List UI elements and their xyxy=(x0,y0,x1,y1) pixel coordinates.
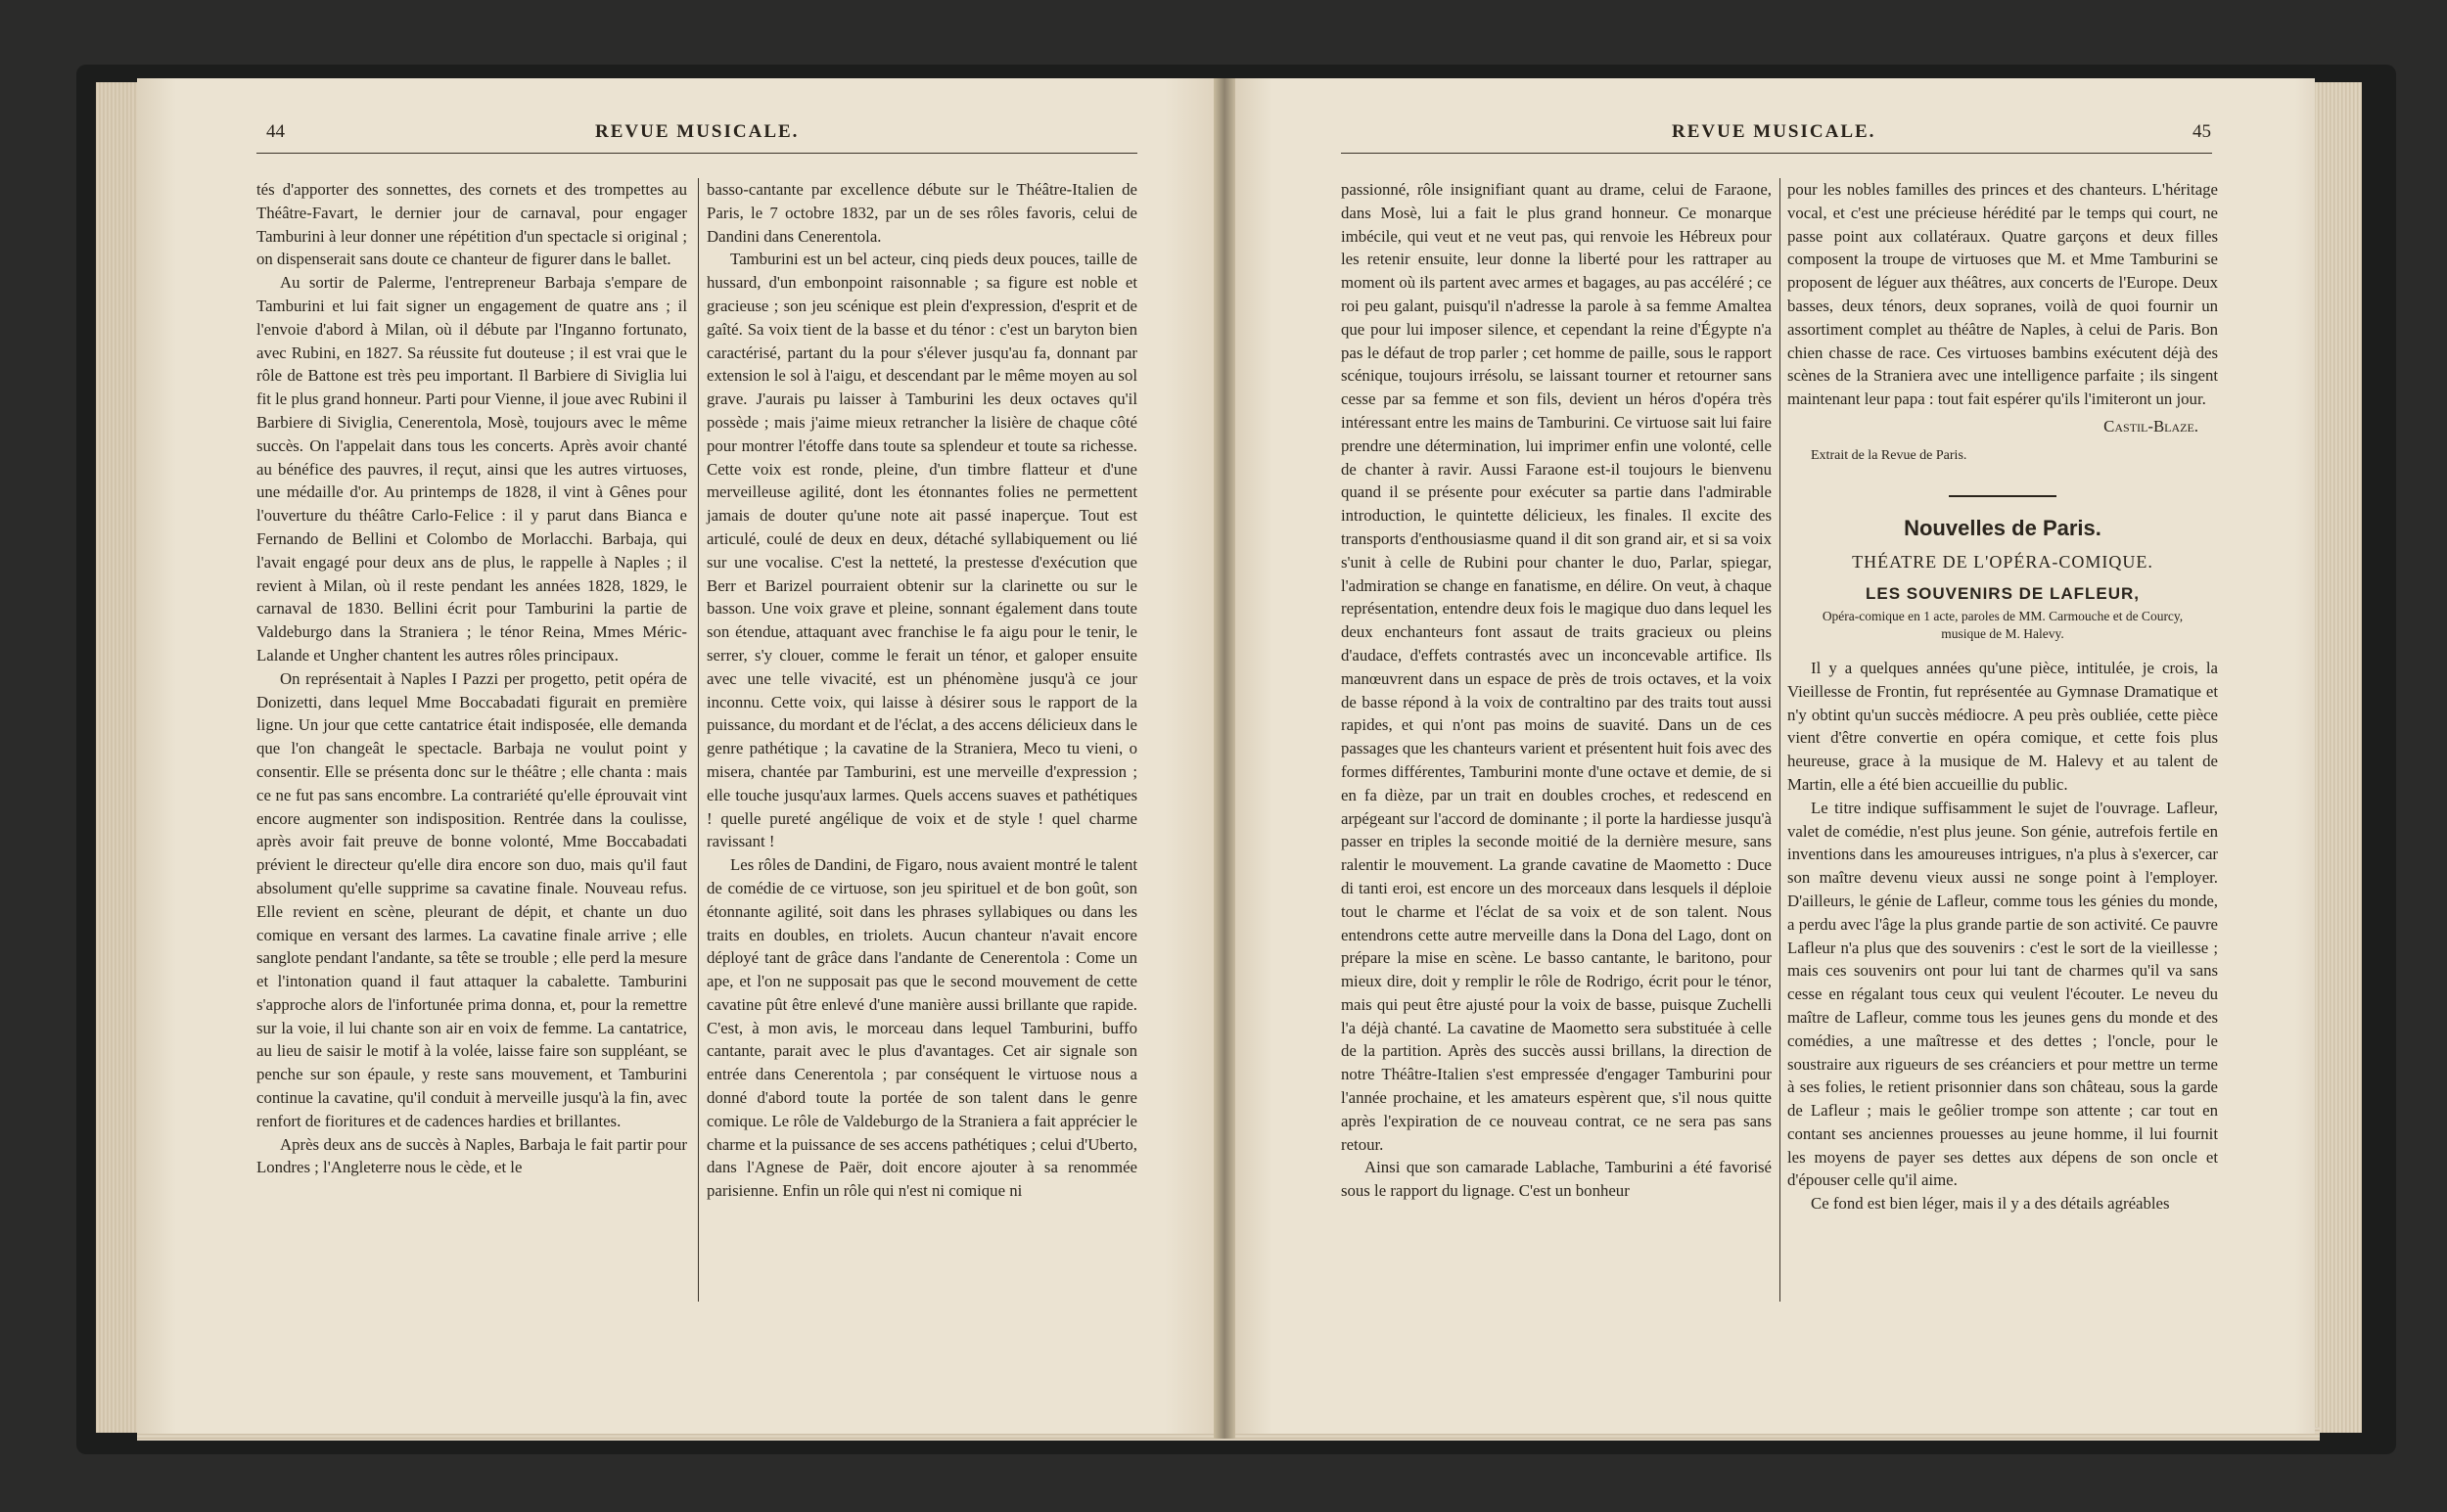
piece-title: LES SOUVENIRS DE LAFLEUR, xyxy=(1865,584,2141,604)
right-column-1 xyxy=(1341,178,1772,1203)
column-divider-left xyxy=(698,178,699,1302)
paragraph: basso-cantante par excellence débute sur le Théâtre-Italien de Paris, le 7 octobre 1832, par un de ses rôles favoris, celui de Dandini dans Cenerentola. xyxy=(707,180,1137,246)
right-column-2 xyxy=(1787,178,2218,1215)
paragraph: On représentait à Naples I Pazzi per progetto, petit opéra de Donizetti, dans lequel Mme Boccabadati figurait en première ligne. Un jour que cette cantatrice était indisposée, elle demanda que l'on changeât le spectacle. Barbaja ne voulut point y consentir. Elle se présenta donc sur le théâtre ; elle chanta : mais ce ne fut pas sans encombre. La contrariété qu'elle éprouvait vint encore augmenter son indisposition. Rentrée dans la coulisse, après avoir fait preuve de bonne volonté, Mme Boccabadati prévient le directeur qu'elle dira encore son duo, mais qu'il faut absolument qu'elle supprime sa cavatine finale. Nouveau refus. Elle revient en scène, pleurant de dépit, et chante un duo comique en versant des larmes. La cavatine finale arrive ; elle sanglote pendant l'andante, sa tête se trouble ; elle perd la mesure et l'intonation quand il faut attaquer la cabalette. Tamburini s'approche alors de l'infortunée prima donna, et, pour la remettre sur la voie, il lui chante son air en voix de femme. La cantatrice, au lieu de saisir le motif à la volée, laisse faire son suppléant, se penche sur son épaule, y reste sans mouvement, et Tamburini continue la cavatine, qu'il conduit à merveille jusqu'à la fin, avec renfort de fioritures et de cadences hardies et brillantes. xyxy=(256,668,687,1130)
paragraph: Le titre indique suffisamment le sujet de l'ouvrage. Lafleur, valet de comédie, n'est plus jeune. Son génie, autrefois fertile en inventions dans les amoureuses intrigues, n'a plus à s'exercer, car son maître devenu vieux aussi ne songe point à l'employer. D'ailleurs, le génie de Lafleur, comme tous les génies du monde, a perdu avec l'âge la plus grande partie de son activité. Ce pauvre Lafleur n'a plus que des souvenirs : c'est le sort de la vieillesse ; mais ces souvenirs ont pour lui tant de charmes qu'il va sans cesse en régalant tous ceux qui veulent l'écouter. Le neveu du maître de Lafleur, comme tous les jeunes gens du monde et des comédies, a une maîtresse et des dettes ; l'oncle, pour le soustraire aux rigueurs de ses créanciers et pour mettre un terme à ses folies, le retient prisonnier dans son château, sous la garde de Lafleur ; mais le geôlier trompe son attente ; car tout en contant ses anciennes prouesses au jeune homme, il lui fournit les moyens de payer ses dettes aux dépens de son oncle et d'épouser celle qu'il aime. xyxy=(1787,798,2218,1190)
author-signature: Castil-Blaze. xyxy=(2103,416,2198,435)
page-edges-right xyxy=(2315,82,2362,1433)
section-heading: Nouvelles de Paris. xyxy=(1904,515,2101,540)
paragraph: Tamburini est un bel acteur, cinq pieds deux pouces, taille de hussard, d'un embonpoint raisonnable ; sa figure est noble et gracieuse ; son jeu scénique est plein d'expression, d'esprit et de gaîté. Sa voix tient de la basse et du ténor : c'est un baryton bien caractérisé, partant du la pour s'élever jusqu'au fa, donnant par extension le sol à l'aigu, et descendant par le même moyen au sol grave. J'aurais pu laisser à Tamburini les deux octaves qu'il possède ; mais j'aime mieux retrancher la lisière de chaque côté pour montrer l'étoffe dans toute sa splendeur et toute sa richesse. Cette voix est ronde, pleine, d'un timbre flatteur et d'une merveilleuse agilité, dont les étonnantes folies ne permettent jamais de douter qu'une note ait passé inaperçue. Tout est articulé, coulé de deux en deux, détaché syllabiquement ou lié sur une vocalise. C'est la netteté, la prestesse d'exécution que Berr et Barizel pourraient obtenir sur la clarinette ou sur le basson. Une voix grave et pleine, sonnant également dans toute son étendue, attaquant avec franchise le fa aigu pour le tenir, le serrer, s'y clouer, comme le ferait un ténor, et galoper ensuite avec une telle vivacité, est un phénomène jusqu'à ce jour inconnu. Cette voix, qui laisse à désirer sous le rapport de la puissance, du mordant et de l'éclat, a des accens délicieux dans le genre pathétique ; la cavatine de la Straniera, Meco tu vieni, o misera, chantée par Tamburini, est une merveille d'expression ; elle touche jusqu'aux larmes. Quels accens suaves et pathétiques ! quelle pureté angélique de voix et de style ! quel charme ravissant ! xyxy=(707,250,1137,851)
theatre-heading: THÉATRE DE L'OPÉRA-COMIQUE. xyxy=(1852,552,2153,573)
column-divider-right xyxy=(1779,178,1780,1302)
paragraph: Ainsi que son camarade Lablache, Tamburini a été favorisé sous le rapport du lignage. C'est un bonheur xyxy=(1341,1158,1772,1201)
piece-subtitle xyxy=(1787,608,2218,643)
paragraph: passionné, rôle insignifiant quant au drame, celui de Faraone, dans Mosè, lui a fait le plus grand honneur. Ce monarque imbécile, qui veut et ne veut pas, qui renvoie les Hébreux pour les retenir ensuite, leur donne la liberté pour les rattraper au moment où ils partent avec armes et bagages, au pas accéléré ; ce roi peu galant, puisqu'il n'adresse la parole à sa femme Amaltea que pour lui imposer silence, et cependant la reine d'Égypte n'a pas le défaut de trop parler ; cet homme de paille, sous le rapport scénique, toujours irrésolu, se laissant tourner et retourner sans cesse par sa femme et son fils, devient un héros d'opéra très intéressant entre les mains de Tamburini. Ce virtuose sait lui faire prendre une détermination, lui imprimer enfin une volonté, celle de chanter à ravir. Aussi Faraone est-il toujours le bienvenu quand il se présente pour exécuter sa partie dans l'admirable introduction, le quintette délicieux, les finales. Il excite des transports d'enthousiasme quand il dit son grand air, et si sa voix s'unit à celle de Rubini pour chanter le duo, Parlar, spiegar, l'admiration se change en fanatisme, en délire. On veut, à chaque représentation, entendre deux fois le magique duo dans lequel les deux enchanteurs font assaut de traits gracieux ou pleins d'audace, d'effets contrastés avec un inconcevable artifice. Ils manœuvrent dans un espace de près de trois octaves, et la voix de basse répond à la voix de contraltino par des traits tout aussi rapides, et qui n'ont pas moins de suavité. Dans un de ces passages que les chanteurs varient et présentent huit fois avec des formes différentes, Tamburini monte d'une octave et demie, de si en fa dièze, par un trait en doubles croches, et redescend en arpégeant sur l'accord de dominante ; il porte la hardiesse jusqu'à passer en triples la seconde moitié de la dernière mesure, sans ralentir le mouvement. La grande cavatine de Maometto : Duce di tanti eroi, est encore un des morceaux dans lesquels il déploie tout le charme et l'éclat de sa voix et de son talent. Nous entendrons cette autre merveille dans la Dona del Lago, dont on prépare la mise en scène. Le basso cantante, le baritono, pour mieux dire, doit y remplir le rôle de Rodrigo, écrit pour le ténor, mais qui peut être ajusté pour la voix de basse, puisque Zuchelli l'a déjà chanté. La cavatine de Maometto sera substituée à celle de la partition. Après des succès aussi brillans, la direction de notre Théâtre-Italien s'est empressée d'engager Tamburini pour l'année prochaine, et les amateurs espèrent que, s'il nous quitte après l'expiration de ce nouveau contrat, ce ne sera pas sans retour. xyxy=(1341,180,1772,1154)
paragraph: Les rôles de Dandini, de Figaro, nous avaient montré le talent de comédie de ce virtuose, son jeu spirituel et de bon goût, son étonnante agilité, soit dans les phrases syllabiques ou dans les traits en doubles, en triolets. Aucun chanteur n'avait encore déployé tant de grâce dans l'andante de Cenerentola : Come un ape, et l'on ne supposait pas que le second mouvement de cette cavatine pût être enlevé d'une manière aussi brillante que rapide. C'est, à mon avis, le morceau dans lequel Tamburini, buffo cantante, parait avec le plus d'avantages. Cet air signale son entrée dans Cenerentola ; par conséquent le virtuose nous a donné d'abord toute la portée de son talent dans le genre comique. Le rôle de Valdeburgo de la Straniera a fait apprécier le charme et la puissance de ses accens pathétiques ; celui d'Uberto, dans l'Agnese de Paër, doit encore ajouter à sa renommée parisienne. Enfin un rôle qui n'est ni comique ni xyxy=(707,855,1137,1201)
page-edges-left xyxy=(96,82,137,1433)
header-rule-left xyxy=(256,153,1137,154)
piece-subtitle-line-2: musique de M. Halevy. xyxy=(1941,625,2064,641)
source-note: Extrait de la Revue de Paris. xyxy=(1811,447,1967,463)
page-number-left: 44 xyxy=(266,121,285,142)
piece-subtitle-line-1: Opéra-comique en 1 acte, paroles de MM. Carmouche et de Courcy, xyxy=(1822,608,2184,623)
paragraph: Ce fond est bien léger, mais il y a des détails agréables xyxy=(1811,1194,2170,1214)
header-rule-right xyxy=(1341,153,2212,154)
page-number-right: 45 xyxy=(2193,121,2211,142)
paragraph: Après deux ans de succès à Naples, Barbaja le fait partir pour Londres ; l'Angleterre nous le cède, et le xyxy=(256,1134,687,1177)
paragraph: Au sortir de Palerme, l'entrepreneur Barbaja s'empare de Tamburini et lui fait signer un engagement de quatre ans ; il l'envoie d'abord à Milan, où il débute par l'Inganno fortunato, avec Rubini, en 1827. Sa réussite fut douteuse ; il est vrai que le rôle de Battone est très peu important. Il Barbiere di Siviglia lui fit le plus grand honneur. Parti pour Vienne, il joue avec Rubini il Barbiere di Siviglia, Cenerentola, Mosè, toujours avec le même succès. On l'appelait dans tous les concerts. Après avoir chanté au bénéfice des pauvres, il reçut, ainsi que les autres virtuoses, une médaille d'or. Au printemps de 1828, il vint à Gênes pour l'ouverture du théâtre Carlo-Felice : il y parut dans Bianca e Fernando de Bellini et Colombo de Morlacchi. Barbaja, qui l'avait engagé pour deux ans de plus, le rappelle à Naples ; il revient à Milan, où il reste pendant les années 1828, 1829, le carnaval de 1830. Bellini écrit pour Tamburini la partie de Valdeburgo dans la Straniera ; le ténor Reina, Mmes Méric-Lalande et Ungher chantent les autres rôles principaux. xyxy=(256,273,687,664)
running-head-left: REVUE MUSICALE. xyxy=(595,121,800,142)
left-column-1 xyxy=(256,178,687,1179)
paragraph: Il y a quelques années qu'une pièce, intitulée, je crois, la Vieillesse de Frontin, fut représentée au Gymnase Dramatique et n'y obtint qu'un succès médiocre. A peu près oubliée, cette pièce vient d'être convertie en opéra comique, et cette fois plus heureuse, grace à la musique de M. Halevy et au talent de Martin, elle a été bien accueillie du public. xyxy=(1787,658,2218,794)
paragraph: pour les nobles familles des princes et des chanteurs. L'héritage vocal, et c'est une précieuse hérédité par le temps qui court, ne passe point aux collatéraux. Quatre garçons et deux filles composent la troupe de virtuoses que M. et Mme Tamburini se proposent de léguer aux théâtres, aux concerts de l'Europe. Deux basses, deux ténors, deux sopranes, voilà de quoi fournir un assortiment complet au théâtre de Naples, à celui de Paris. Bon chien chasse de race. Ces virtuoses bambins exécutent déjà des scènes de la Straniera avec une intelligence parfaite ; ils singent maintenant leur papa : tout fait espérer qu'ils l'imiteront un jour. xyxy=(1787,180,2218,409)
section-rule xyxy=(1949,495,2056,497)
paragraph: tés d'apporter des sonnettes, des cornets et des trompettes au Théâtre-Favart, le dernier jour de carnaval, pour engager Tamburini à leur donner une répétition d'un spectacle si original ; on dispenserait sans doute ce chanteur de figurer dans le ballet. xyxy=(256,180,687,269)
running-head-right: REVUE MUSICALE. xyxy=(1672,121,1876,142)
book-gutter xyxy=(1214,78,1235,1439)
left-column-2 xyxy=(707,178,1137,1203)
